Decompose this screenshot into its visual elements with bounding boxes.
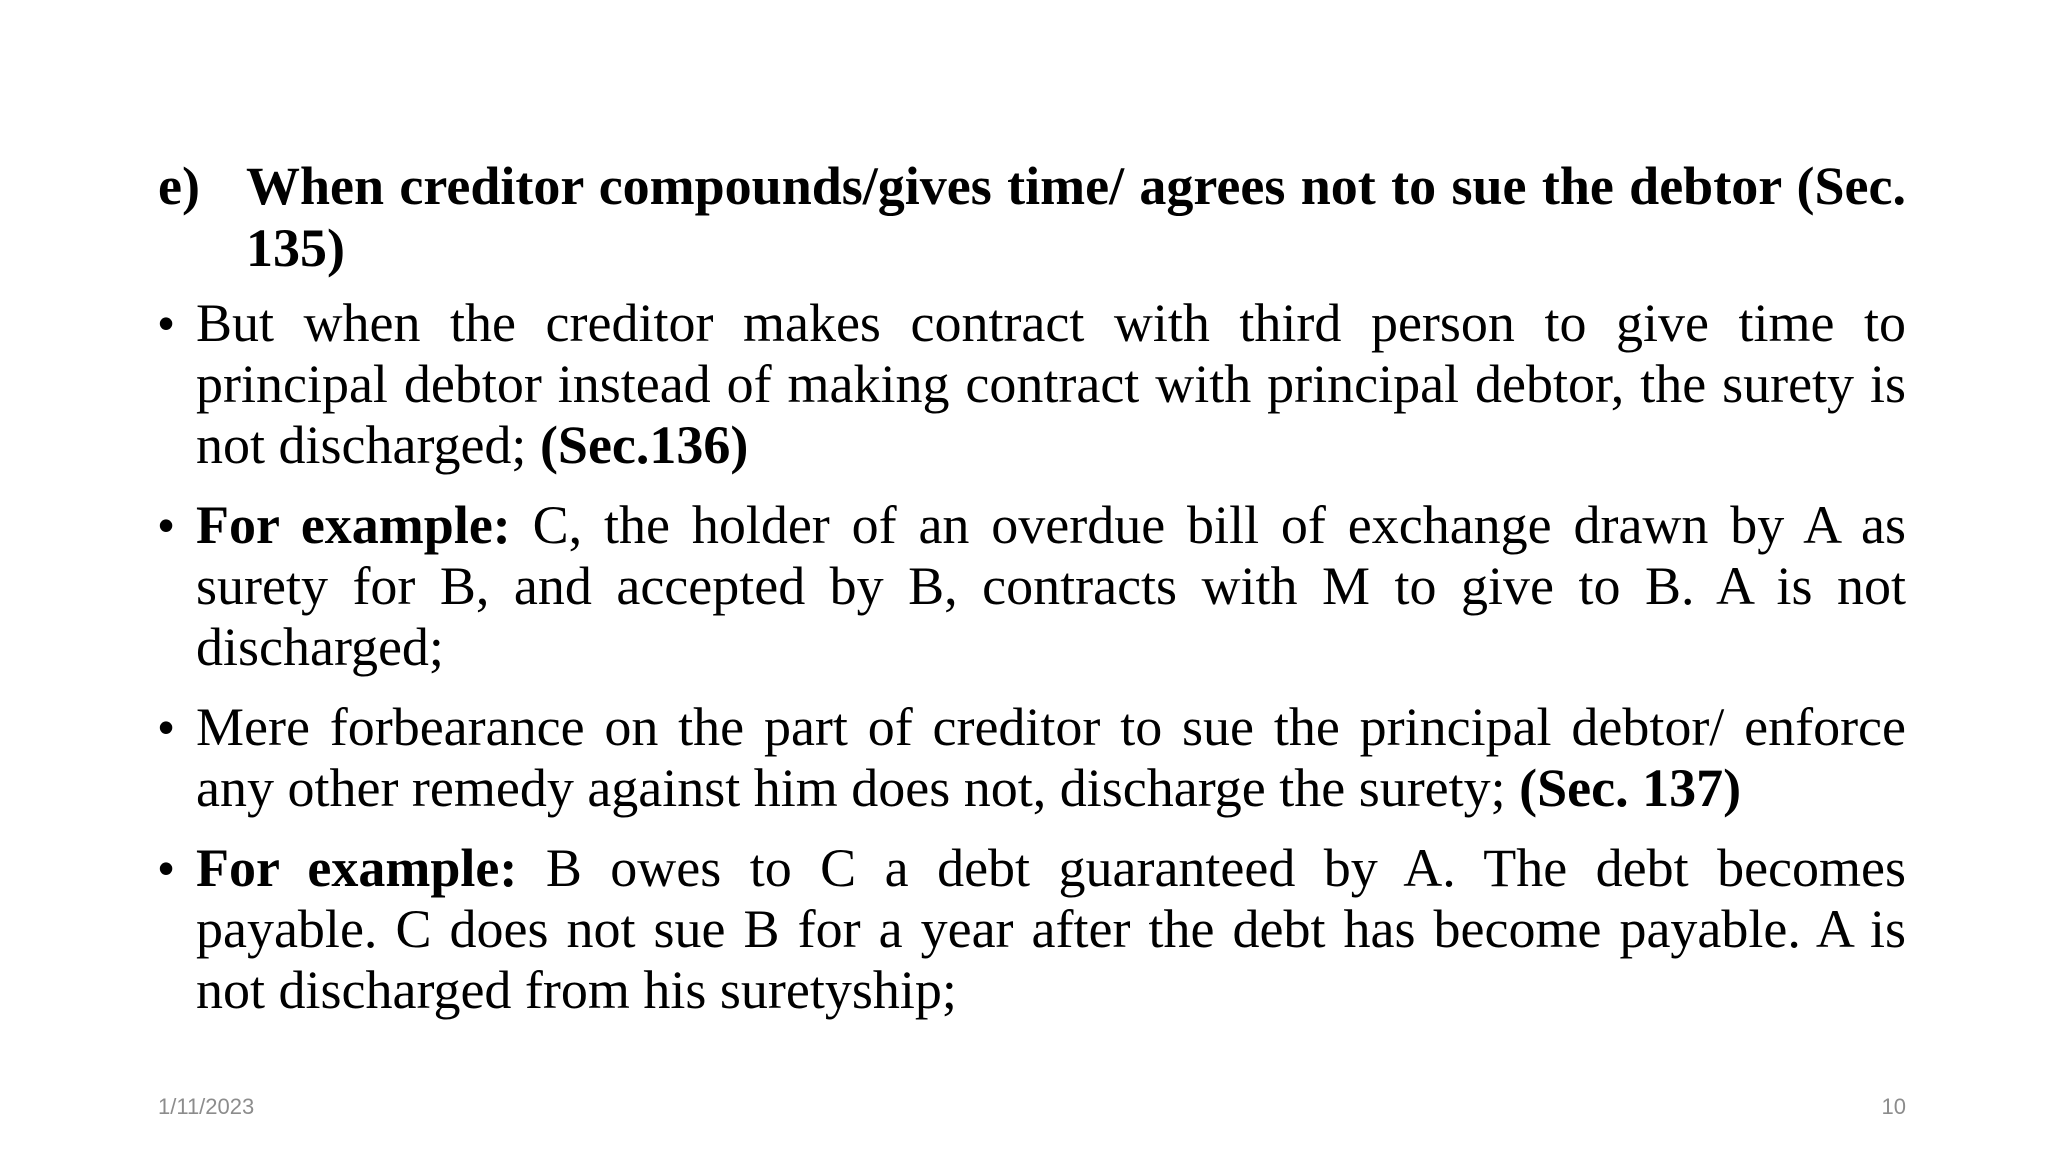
bullet-text: But when the creditor makes contract with third person to give time to principal debtor instead of making contract with principal debtor, the surety is not discharged; [196, 293, 1906, 475]
bullet-lead: For example: [196, 495, 511, 555]
bullet-section-ref: (Sec. 137) [1519, 758, 1742, 818]
bullet-item [158, 495, 1906, 678]
footer-page-number: 10 [1881, 1094, 1906, 1119]
bullet-dot-icon: • [158, 701, 175, 753]
bullet-dot-icon: • [158, 499, 175, 551]
bullet-dot-icon: • [158, 842, 175, 894]
bullet-body [196, 495, 1906, 678]
section-heading [158, 155, 1906, 279]
bullet-dot-icon: • [158, 297, 175, 349]
footer-date: 1/11/2023 [158, 1094, 255, 1119]
bullet-body [196, 838, 1906, 1021]
bullet-body [196, 293, 1906, 476]
heading-text: When creditor compounds/gives time/ agrees not to sue the debtor (Sec. 135) [246, 156, 1906, 278]
heading-marker: e) [158, 156, 200, 216]
bullet-item [158, 838, 1906, 1021]
bullet-text: Mere forbearance on the part of creditor to sue the principal debtor/ enforce any other remedy against him does not, discharge the surety; [196, 697, 1906, 818]
bullet-list [158, 293, 1906, 1021]
bullet-text: B owes to C a debt guaranteed by A. The debt becomes payable. C does not sue B for a year after the debt has become payable. A is not discharged from his suretyship; [196, 838, 1906, 1020]
slide-content [158, 155, 1906, 1040]
bullet-body [196, 697, 1906, 819]
bullet-text: C, the holder of an overdue bill of exchange drawn by A as surety for B, and accepted by B, contracts with M to give to B. A is not discharged; [196, 495, 1907, 677]
bullet-section-ref: (Sec.136) [539, 415, 749, 475]
bullet-lead: For example: [196, 838, 518, 898]
bullet-item [158, 293, 1906, 476]
bullet-item [158, 697, 1906, 819]
